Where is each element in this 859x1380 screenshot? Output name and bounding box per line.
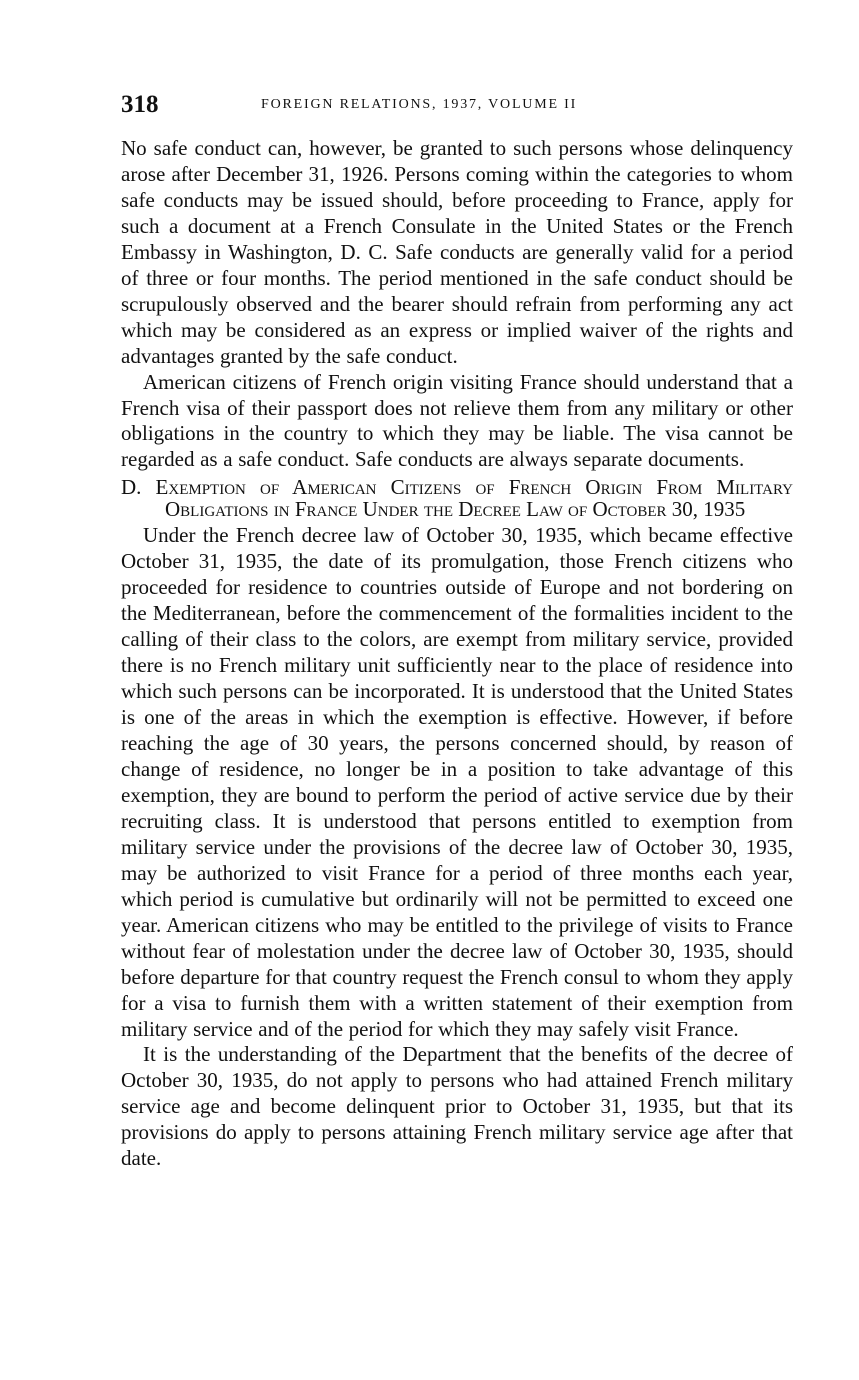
page-number: 318 bbox=[121, 91, 159, 118]
paragraph-department-understanding: It is the understanding of the Department that the benefits of the decree of October 30, 1935, do not apply to persons who had attained French military service age and become delinquent prior to October 31, 1935, but that its provisions do apply to persons attaining French military service age after that date. bbox=[121, 1042, 793, 1171]
page-header bbox=[121, 88, 793, 124]
running-head: FOREIGN RELATIONS, 1937, VOLUME II bbox=[261, 97, 578, 112]
paragraph-decree-law: Under the French decree law of October 30, 1935, which became effective October 31, 1935, the date of its promulgation, those French citizens who proceeded for residence to countries outside of Europe and not bordering on the Mediterranean, before the commencement of the formalities incident to the calling of their class to the colors, are exempt from military service, provided there is no French military unit sufficiently near to the place of residence into which such persons can be incorporated. It is understood that the United States is one of the areas in which the exemption is effective. However, if before reaching the age of 30 years, the persons concerned should, by reason of change of residence, no longer be in a position to take advantage of this exemption, they are bound to perform the period of active service due by their recruiting class. It is understood that persons entitled to exemption from military service under the provisions of the decree law of October 30, 1935, may be authorized to visit France for a period of three months each year, which period is cumulative but ordinarily will not be permitted to exceed one year. American citizens who may be entitled to the privilege of visits to France without fear of molestation under the decree law of October 30, 1935, should before departure for that country request the French consul to whom they apply for a visa to furnish them with a written statement of their exemption from military service and of the period for which they may safely visit France. bbox=[121, 523, 793, 1041]
section-heading-d: D. Exemption of American Citizens of French Origin From Military Obligations in France Under the Decree Law of October 30, 1935 bbox=[121, 475, 793, 521]
document-body bbox=[121, 136, 793, 1172]
paragraph-safe-conduct: No safe conduct can, however, be granted to such persons whose delinquency arose after December 31, 1926. Persons coming within the categories to whom safe conducts may be issued should, before proceeding to France, apply for such a document at a French Consulate in the United States or the French Embassy in Washington, D. C. Safe conducts are generally valid for a period of three or four months. The period mentioned in the safe conduct should be scrupulously observed and the bearer should refrain from performing any act which may be considered as an express or implied waiver of the rights and advantages granted by the safe conduct. bbox=[121, 136, 793, 368]
paragraph-french-visa: American citizens of French origin visiting France should understand that a French visa of their passport does not relieve them from any military or other obligations in the country to which they may be liable. The visa cannot be regarded as a safe conduct. Safe conducts are always separate documents. bbox=[121, 369, 793, 472]
